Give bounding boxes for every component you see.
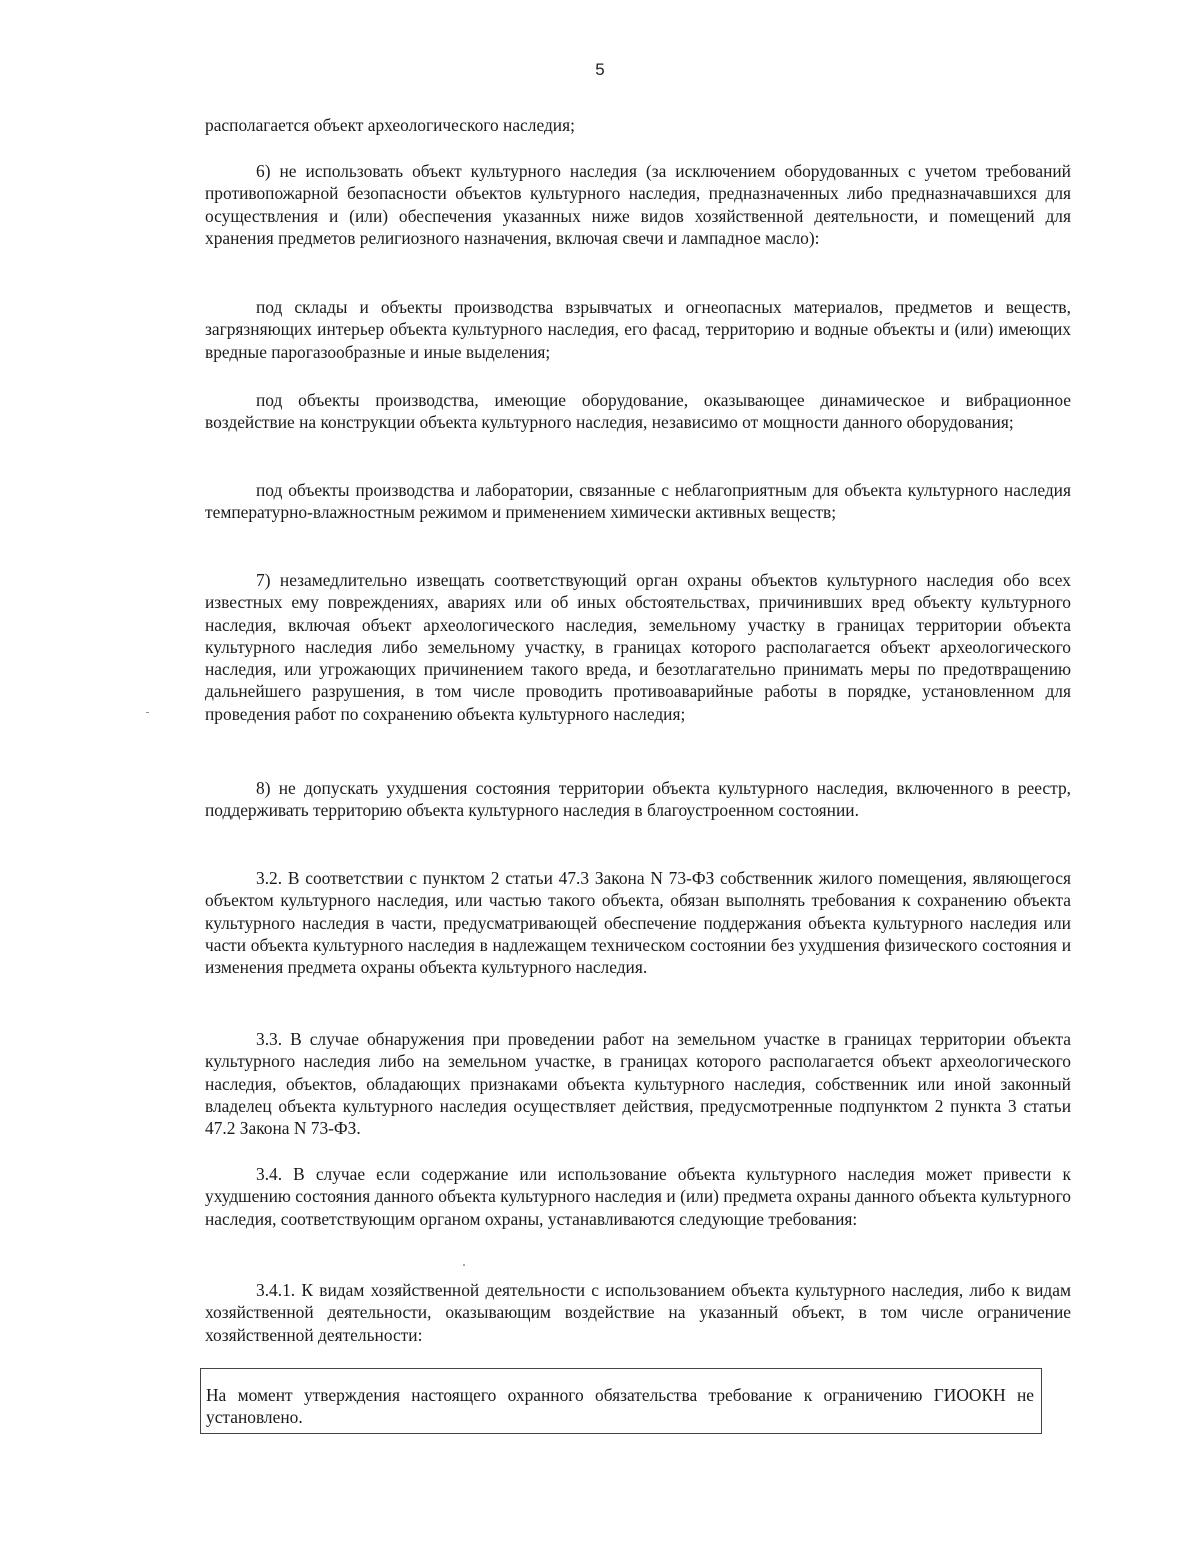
page-number: 5 xyxy=(595,60,605,79)
paragraph-item-6: 6) не использовать объект культурного наследия (за исключением оборудованных с учетом требований противопожарной безопасности объектов культурного наследия, предназначенных либо предназначавшихся для осуществления и (или) обеспечения указанных ниже видов хозяйственной деятельности, и помещений для хранения предметов религиозного назначения, включая свечи и лампадное масло): xyxy=(205,161,1071,248)
paragraph-3-4: 3.4. В случае если содержание или использование объекта культурного наследия может привести к ухудшению состояния данного объекта культурного наследия и (или) предмета охраны данного объекта культурного наследия, соответствующим органом охраны, устанавливаются следующие требования: xyxy=(205,1164,1071,1229)
paragraph-item-7: 7) незамедлительно извещать соответствующий орган охраны объектов культурного наследия обо всех известных ему повреждениях, авариях или об иных обстоятельствах, причинивших вред объекту культурного наследия, включая объект археологического наследия, земельному участку в границах территории объекта культурного наследия либо земельному участку, в границах которого располагается объект археологического наследия, или угрожающих причинением такого вреда, и безотлагательно принимать меры по предотвращению дальнейшего разрушения, в том числе проводить противоаварийные работы в порядке, установленном для проведения работ по сохранению объекта культурного наследия; xyxy=(205,570,1071,724)
paragraph-3-3: 3.3. В случае обнаружения при проведении работ на земельном участке в границах территории объекта культурного наследия либо на земельном участке, в границах которого располагается объект археологического наследия, объектов, обладающих признаками объекта культурного наследия, собственник или иной законный владелец объекта культурного наследия осуществляет действия, предусмотренные подпунктом 2 пункта 3 статьи 47.2 Закона N 73-ФЗ. xyxy=(205,1029,1071,1139)
paragraph-production-equipment: под объекты производства, имеющие оборудование, оказывающее динамическое и вибрационное воздействие на конструкции объекта культурного наследия, независимо от мощности данного оборудования; xyxy=(205,390,1071,433)
paragraph-3-4-1: 3.4.1. К видам хозяйственной деятельности с использованием объекта культурного наследия, либо к видам хозяйственной деятельности, оказывающим воздействие на указанный объект, в том числе ограничение хозяйственной деятельности: xyxy=(205,1280,1071,1345)
notice-text: На момент утверждения настоящего охранного обязательства требование к ограничению ГИООКН не установлено. xyxy=(206,1385,1034,1428)
paragraph-3-2: 3.2. В соответствии с пунктом 2 статьи 47.3 Закона N 73-ФЗ собственник жилого помещения, являющегося объектом культурного наследия, или частью такого объекта, обязан выполнять требования к сохранению объекта культурного наследия в части, предусматривающей обеспечение поддержания объекта культурного наследия или части объекта культурного наследия в надлежащем техническом состоянии без ухудшения физического состояния и изменения предмета охраны объекта культурного наследия. xyxy=(205,868,1071,978)
paragraph-continuation: располагается объект археологического наследия; xyxy=(205,115,575,135)
paragraph-warehouses: под склады и объекты производства взрывчатых и огнеопасных материалов, предметов и веществ, загрязняющих интерьер объекта культурного наследия, его фасад, территорию и водные объекты и (или) имеющих вредные парогазообразные и иные выделения; xyxy=(205,297,1071,362)
paragraph-laboratories: под объекты производства и лаборатории, связанные с неблагоприятным для объекта культурного наследия температурно-влажностным режимом и применением химически активных веществ; xyxy=(205,480,1071,523)
scan-speck xyxy=(463,1264,465,1266)
paragraph-item-8: 8) не допускать ухудшения состояния территории объекта культурного наследия, включенного в реестр, поддерживать территорию объекта культурного наследия в благоустроенном состоянии. xyxy=(205,778,1071,821)
scan-speck xyxy=(146,712,149,713)
